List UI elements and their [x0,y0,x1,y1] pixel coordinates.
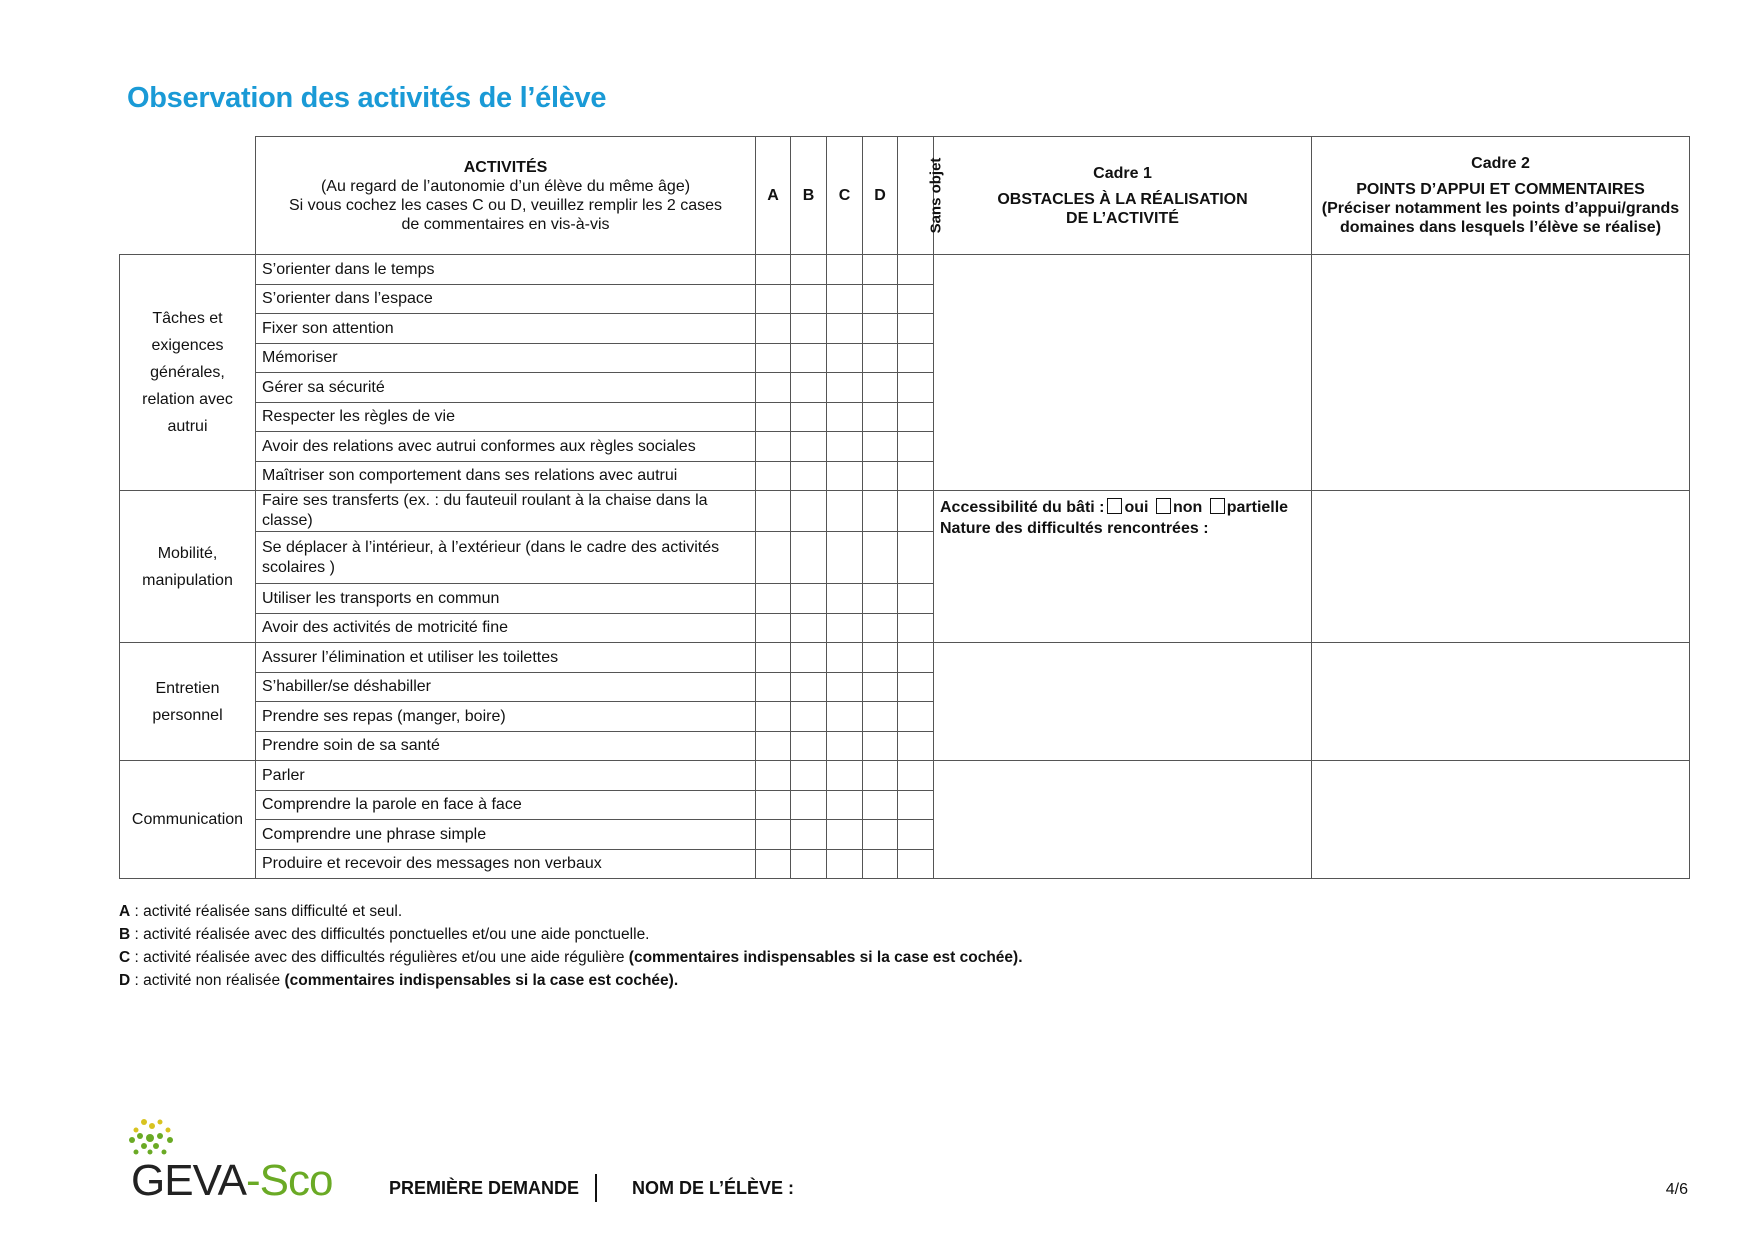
check-cell-d[interactable] [863,432,898,462]
activity-label: Gérer sa sécurité [256,373,756,403]
check-cell-sans-objet[interactable] [898,850,934,879]
activity-label: Prendre ses repas (manger, boire) [256,702,756,732]
header-cadre2-line2b: points d’appui/grands [1512,200,1680,217]
check-cell-b[interactable] [791,732,827,761]
header-activites-sub2: Si vous cochez les cases C ou D, veuillez remplir les 2 cases [288,196,723,214]
cadre1-accessibility-cell[interactable] [934,491,1312,643]
check-cell-b[interactable] [791,532,827,584]
check-cell-d[interactable] [863,732,898,761]
check-cell-sans-objet[interactable] [898,702,934,732]
check-cell-sans-objet[interactable] [898,491,934,532]
check-cell-sans-objet[interactable] [898,791,934,820]
check-cell-a[interactable] [756,702,791,732]
check-cell-b[interactable] [791,285,827,314]
check-cell-c[interactable] [827,255,863,285]
footer-separator [595,1174,597,1202]
check-cell-a[interactable] [756,314,791,344]
activity-label: Se déplacer à l’intérieur, à l’extérieur (dans le cadre des activités scolaires ) [256,532,756,584]
check-cell-sans-objet[interactable] [898,403,934,432]
check-cell-d[interactable] [863,614,898,643]
header-col-a: A [756,137,791,255]
check-cell-d[interactable] [863,673,898,702]
check-cell-c[interactable] [827,314,863,344]
check-cell-b[interactable] [791,344,827,373]
check-cell-c[interactable] [827,673,863,702]
check-cell-d[interactable] [863,820,898,850]
check-cell-a[interactable] [756,791,791,820]
footer-premiere-demande: PREMIÈRE DEMANDE [389,1178,580,1198]
activity-label: Mémoriser [256,344,756,373]
check-cell-b[interactable] [791,702,827,732]
check-cell-sans-objet[interactable] [898,432,934,462]
header-activites-title: ACTIVITÉS [463,158,548,176]
header-cadre1-line1: OBSTACLES À LA RÉALISATION [997,190,1248,208]
check-cell-d[interactable] [863,491,898,532]
check-cell-a[interactable] [756,673,791,702]
check-cell-c[interactable] [827,491,863,532]
check-cell-b[interactable] [791,820,827,850]
check-cell-d[interactable] [863,584,898,614]
activity-label: Maîtriser son comportement dans ses relations avec autrui [256,462,756,491]
check-cell-b[interactable] [791,432,827,462]
legend [119,900,1023,992]
check-cell-a[interactable] [756,532,791,584]
check-cell-sans-objet[interactable] [898,761,934,791]
header-activites-sub3: de commentaires en vis-à-vis [401,215,610,233]
check-cell-a[interactable] [756,462,791,491]
check-cell-a[interactable] [756,614,791,643]
legend-d: D : activité non réalisée (commentaires indispensables si la case est cochée). [119,972,679,989]
header-cadre1 [934,137,1312,255]
header-cadre2-line3b: dans lesquels l’élève se réalise) [1414,219,1662,236]
activity-label: Comprendre une phrase simple [256,820,756,850]
activity-label: Prendre soin de sa santé [256,732,756,761]
check-cell-d[interactable] [863,532,898,584]
activity-label: Parler [256,761,756,791]
nature-difficultes-label: Nature des difficultés rencontrées : [940,520,1209,537]
page-number: 4/6 [1665,1181,1688,1198]
check-cell-sans-objet[interactable] [898,673,934,702]
activity-label: Fixer son attention [256,314,756,344]
check-cell-d[interactable] [863,403,898,432]
activity-label: Comprendre la parole en face à face [256,791,756,820]
activity-label: Faire ses transferts (ex. : du fauteuil roulant à la chaise dans la classe) [256,491,756,532]
observation-table [119,136,1690,879]
check-cell-b[interactable] [791,850,827,879]
check-cell-a[interactable] [756,850,791,879]
cadre1-comment-cell[interactable] [934,643,1312,761]
check-cell-c[interactable] [827,850,863,879]
check-cell-a[interactable] [756,432,791,462]
checkbox-non[interactable] [1156,498,1171,514]
table-row [120,255,1690,285]
check-cell-b[interactable] [791,403,827,432]
header-sans-objet-label: Sans objet [927,157,945,233]
cadre2-comment-cell[interactable] [1312,643,1690,761]
footer-nom-eleve: NOM DE L’ÉLÈVE : [632,1178,795,1198]
check-cell-d[interactable] [863,314,898,344]
cadre1-comment-cell[interactable] [934,761,1312,879]
activity-label: S’orienter dans l’espace [256,285,756,314]
activity-label: Avoir des relations avec autrui conformes aux règles sociales [256,432,756,462]
check-cell-b[interactable] [791,314,827,344]
check-cell-c[interactable] [827,403,863,432]
check-cell-c[interactable] [827,761,863,791]
table-row [120,761,1690,791]
activity-label: S’habiller/se déshabiller [256,673,756,702]
check-cell-a[interactable] [756,584,791,614]
check-cell-d[interactable] [863,702,898,732]
category-cell: Entretien personnel [120,643,256,761]
checkbox-partielle[interactable] [1210,498,1225,514]
check-cell-a[interactable] [756,732,791,761]
header-activites [256,137,756,255]
check-cell-d[interactable] [863,791,898,820]
check-cell-sans-objet[interactable] [898,344,934,373]
page-title: Observation des activités de l’élève [127,82,607,114]
check-cell-b[interactable] [791,491,827,532]
header-spacer [120,137,256,255]
check-cell-a[interactable] [756,820,791,850]
check-cell-b[interactable] [791,761,827,791]
check-cell-a[interactable] [756,255,791,285]
check-cell-c[interactable] [827,344,863,373]
header-cadre2-line3a: domaines [1339,219,1415,236]
check-cell-c[interactable] [827,532,863,584]
header-cadre1-title: Cadre 1 [1093,164,1152,182]
check-cell-b[interactable] [791,673,827,702]
check-cell-a[interactable] [756,491,791,532]
check-cell-sans-objet[interactable] [898,373,934,403]
cadre2-comment-cell[interactable] [1312,761,1690,879]
check-cell-b[interactable] [791,643,827,673]
header-cadre2-line2a: (Préciser notamment les [1321,200,1513,217]
check-cell-sans-objet[interactable] [898,314,934,344]
table-row [120,643,1690,673]
check-cell-c[interactable] [827,702,863,732]
check-cell-sans-objet[interactable] [898,643,934,673]
table-row [120,491,1690,532]
check-cell-c[interactable] [827,432,863,462]
check-cell-d[interactable] [863,344,898,373]
legend-b: B : activité réalisée avec des difficultés ponctuelles et/ou une aide ponctuelle. [119,926,650,943]
header-col-d: D [863,137,898,255]
cadre2-comment-cell[interactable] [1312,255,1690,491]
header-cadre1-line2: DE L’ACTIVITÉ [1066,209,1179,227]
check-cell-d[interactable] [863,462,898,491]
check-cell-b[interactable] [791,373,827,403]
accessibility-label: Accessibilité du bâti : [940,499,1105,516]
header-activites-sub1: (Au regard de l’autonomie d’un élève du même âge) [320,177,691,195]
category-cell: Tâches et exigences générales, relation avec autrui [120,255,256,491]
check-cell-a[interactable] [756,373,791,403]
check-cell-c[interactable] [827,820,863,850]
table-header-row [120,137,1690,255]
category-cell: Mobilité, manipulation [120,491,256,643]
check-cell-c[interactable] [827,732,863,761]
check-cell-sans-objet[interactable] [898,255,934,285]
cadre1-comment-cell[interactable] [934,255,1312,491]
check-cell-a[interactable] [756,403,791,432]
activity-label: Utiliser les transports en commun [256,584,756,614]
accessibility-non-label: non [1172,499,1203,516]
check-cell-c[interactable] [827,584,863,614]
header-col-b: B [791,137,827,255]
check-cell-sans-objet[interactable] [898,285,934,314]
check-cell-b[interactable] [791,791,827,820]
category-cell: Communication [120,761,256,879]
check-cell-c[interactable] [827,462,863,491]
check-cell-sans-objet[interactable] [898,532,934,584]
check-cell-b[interactable] [791,584,827,614]
check-cell-d[interactable] [863,285,898,314]
check-cell-a[interactable] [756,761,791,791]
legend-a: A : activité réalisée sans difficulté et seul. [119,903,403,920]
accessibility-partielle-label: partielle [1226,499,1289,516]
check-cell-d[interactable] [863,255,898,285]
activity-label: Respecter les règles de vie [256,403,756,432]
logo-text: GEVA-Sco [131,1156,333,1205]
header-col-c: C [827,137,863,255]
header-col-sans-objet [898,137,945,255]
check-cell-a[interactable] [756,344,791,373]
check-cell-b[interactable] [791,462,827,491]
check-cell-b[interactable] [791,614,827,643]
activity-label: Avoir des activités de motricité fine [256,614,756,643]
check-cell-a[interactable] [756,285,791,314]
activity-label: Assurer l’élimination et utiliser les toilettes [256,643,756,673]
accessibility-oui-label: oui [1124,499,1149,516]
check-cell-sans-objet[interactable] [898,820,934,850]
header-cadre2-title: Cadre 2 [1471,155,1530,172]
check-cell-sans-objet[interactable] [898,462,934,491]
check-cell-sans-objet[interactable] [898,732,934,761]
check-cell-c[interactable] [827,643,863,673]
check-cell-d[interactable] [863,373,898,403]
legend-c: C : activité réalisée avec des difficultés régulières et/ou une aide régulière (commentaires indispensables si la case est cochée). [119,949,1023,966]
check-cell-d[interactable] [863,850,898,879]
check-cell-b[interactable] [791,255,827,285]
check-cell-a[interactable] [756,643,791,673]
header-cadre2 [1312,137,1690,255]
check-cell-d[interactable] [863,643,898,673]
check-cell-c[interactable] [827,614,863,643]
check-cell-c[interactable] [827,285,863,314]
checkbox-oui[interactable] [1107,498,1122,514]
check-cell-sans-objet[interactable] [898,614,934,643]
cadre2-comment-cell[interactable] [1312,491,1690,643]
check-cell-c[interactable] [827,373,863,403]
activity-label: S’orienter dans le temps [256,255,756,285]
check-cell-c[interactable] [827,791,863,820]
check-cell-sans-objet[interactable] [898,584,934,614]
check-cell-d[interactable] [863,761,898,791]
header-cadre2-line1: POINTS D’APPUI ET COMMENTAIRES [1356,181,1645,198]
activity-label: Produire et recevoir des messages non verbaux [256,850,756,879]
